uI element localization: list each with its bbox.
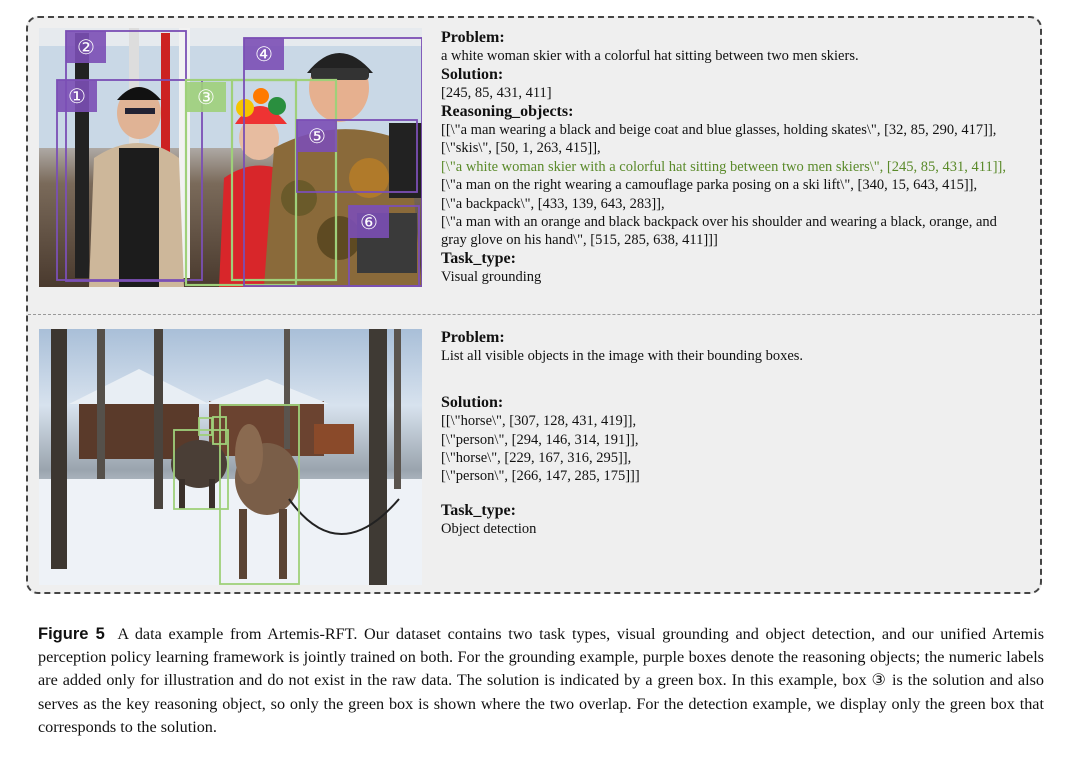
- horses-photo: [39, 329, 422, 585]
- reasoning-line: [[\"a man wearing a black and beige coat and blue glasses, holding skates\", [32, 85, 290, 417]],: [441, 122, 997, 139]
- solution-line: [\"horse\", [229, 167, 316, 295]],: [441, 450, 632, 467]
- reasoning-line: [\"a backpack\", [433, 139, 643, 283]],: [441, 195, 665, 212]
- solution-line: [\"person\", [266, 147, 285, 175]]]: [441, 468, 640, 485]
- task-heading: Task_type:: [441, 501, 516, 519]
- box-label-5: ⑤: [308, 126, 326, 148]
- task-text: Visual grounding: [441, 269, 542, 286]
- box-label-6: ⑥: [360, 212, 378, 234]
- figure-caption: [38, 623, 1044, 739]
- reasoning-line: gray glove on his hand\", [515, 285, 638, 411]]]: [441, 232, 718, 249]
- reasoning-line: [\"a man with an orange and black backpack over his shoulder and wearing a black, orange, and: [441, 214, 997, 231]
- reasoning-heading: Reasoning_objects:: [441, 102, 574, 120]
- box-label-4: ④: [255, 44, 273, 66]
- skiers-photo: [39, 28, 422, 287]
- skiers-illustration: [39, 28, 422, 287]
- problem-text: a white woman skier with a colorful hat sitting between two men skiers.: [441, 48, 859, 65]
- box-label-3: ③: [197, 87, 215, 109]
- problem-text: List all visible objects in the image with their bounding boxes.: [441, 348, 804, 365]
- problem-heading: Problem:: [441, 29, 505, 46]
- solution-line: [[\"horse\", [307, 128, 431, 419]],: [441, 413, 637, 430]
- figure-label: Figure 5: [38, 625, 105, 643]
- caption-text: A data example from Artemis-RFT. Our dataset contains two task types, visual grounding and object detection, and our unified Artemis perception policy learning framework is jointly trained on both. For the grounding example, purple boxes denote the reasoning objects; the numeric labels are added only for illustration and do not exist in the raw data. The solution is indicated by a green box. In this example, box ③ is the solution and also serves as the key reasoning object, so only the green box is shown where the two overlap. For the detection example, we display only the green box that corresponds to the solution.: [38, 625, 1045, 736]
- reasoning-line: [\"a man on the right wearing a camouflage parka posing on a ski lift\", [340, 15, 643, 415]],: [441, 177, 978, 194]
- solution-heading: Solution:: [441, 393, 504, 411]
- task-text: Object detection: [441, 521, 537, 538]
- problem-heading: Problem:: [441, 329, 505, 346]
- solution-text: [245, 85, 431, 411]: [441, 85, 552, 102]
- example2-text: [441, 329, 803, 539]
- task-heading: Task_type:: [441, 249, 516, 267]
- box-label-2: ②: [77, 37, 95, 59]
- horses-illustration: [39, 329, 422, 585]
- solution-heading: Solution:: [441, 65, 504, 83]
- reasoning-line: [\"skis\", [50, 1, 263, 415]],: [441, 140, 601, 157]
- box-label-1: ①: [68, 86, 86, 108]
- example1-text: [441, 29, 1006, 287]
- example-divider: [28, 314, 1040, 315]
- solution-line: [\"person\", [294, 146, 314, 191]],: [441, 431, 639, 448]
- reasoning-line-solution: [\"a white woman skier with a colorful hat sitting between two men skiers\", [245, 85, 431, 411]],: [441, 158, 1007, 175]
